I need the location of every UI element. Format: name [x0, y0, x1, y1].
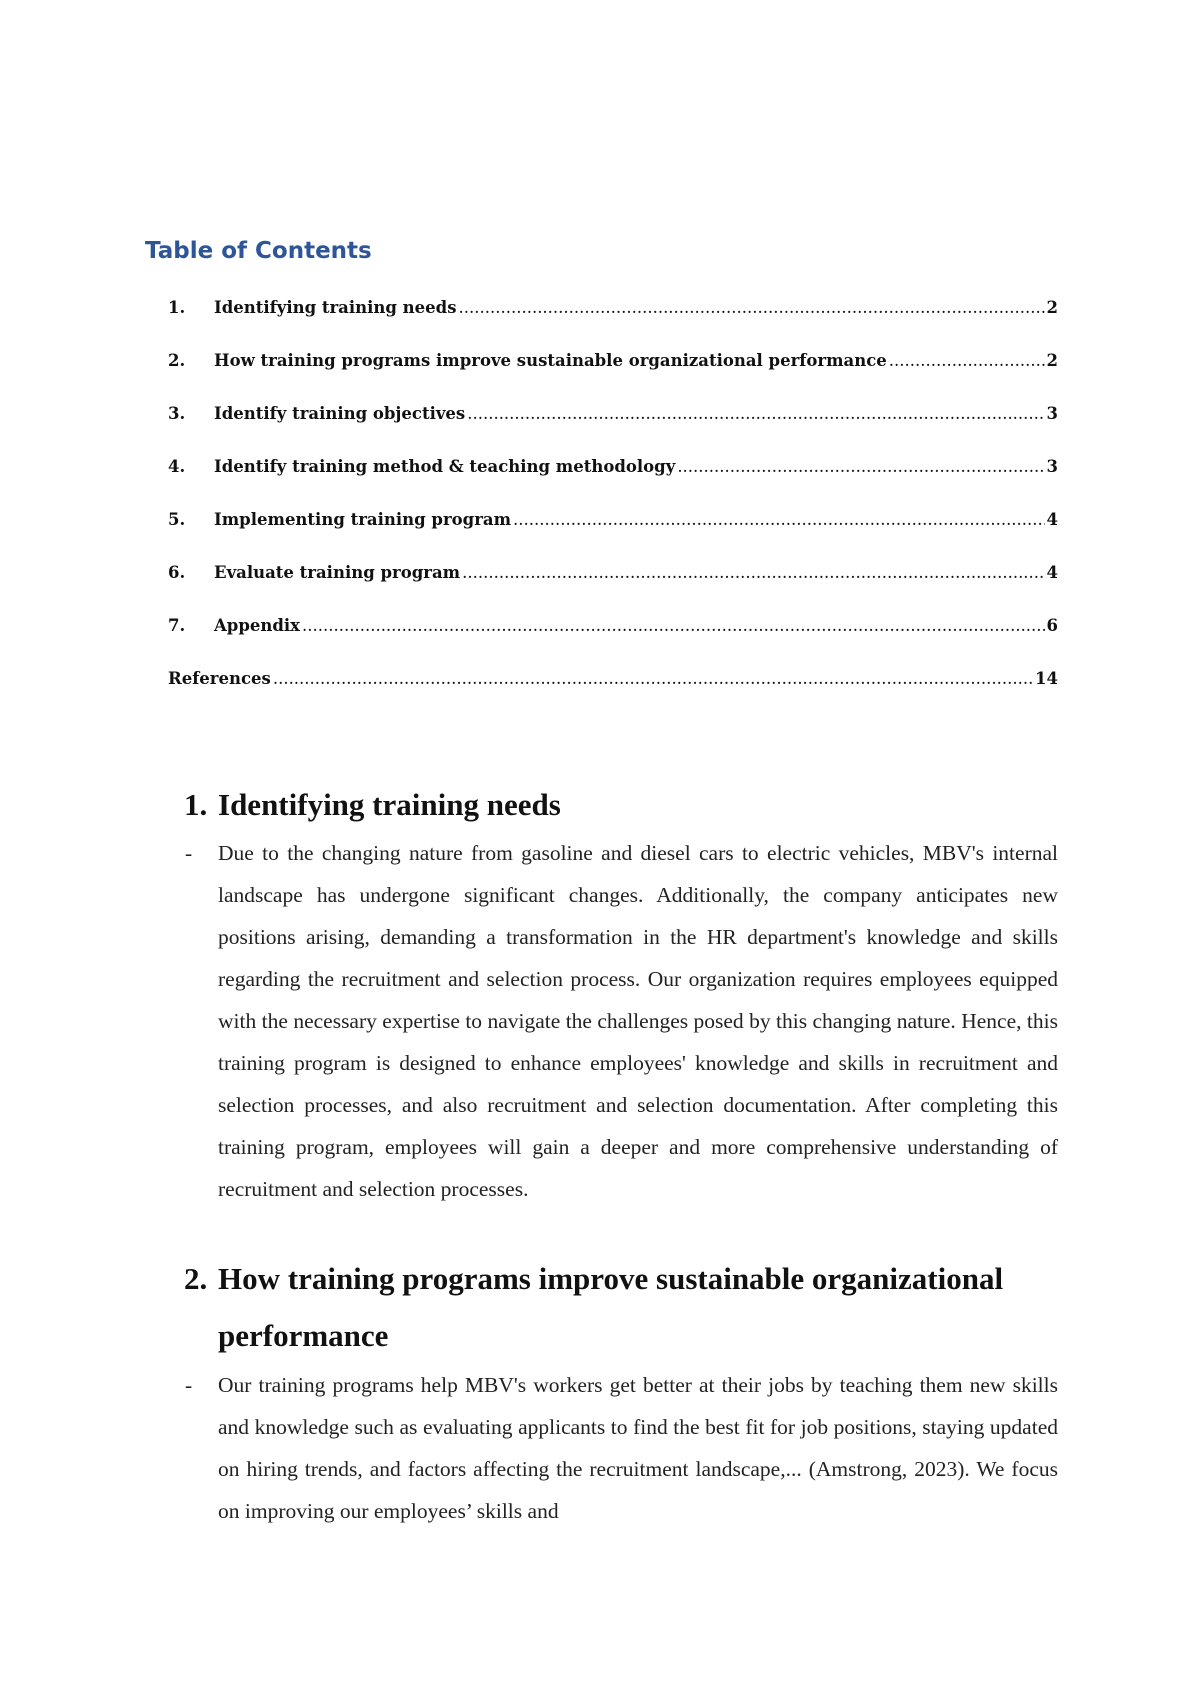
toc-entry-page: 3: [1046, 404, 1058, 423]
toc-entry[interactable]: [168, 510, 1058, 563]
toc-entry-title: Evaluate training program: [214, 563, 461, 582]
bullet-dash: -: [185, 841, 193, 865]
section-paragraph: [185, 1364, 1058, 1532]
toc-entry[interactable]: [168, 457, 1058, 510]
section-title: Identifying training needs: [218, 787, 561, 822]
toc-entry-title: Implementing training program: [214, 510, 512, 529]
toc-entry-title: How training programs improve sustainable organizational performance: [214, 351, 887, 370]
toc-entry-title: Appendix: [214, 616, 301, 635]
toc-entry-number: 2.: [168, 351, 186, 370]
bullet-dash: -: [185, 1373, 193, 1397]
toc-entry-references[interactable]: [168, 669, 1058, 722]
toc-title: Table of Contents: [145, 238, 372, 264]
toc-entry-page: 14: [1035, 669, 1058, 688]
toc-entry-page: 4: [1046, 510, 1058, 529]
toc-entry-page: 4: [1046, 563, 1058, 582]
section-number: 2.: [184, 1261, 208, 1296]
toc-entry[interactable]: [168, 351, 1058, 404]
toc-entry-page: 3: [1046, 457, 1058, 476]
toc-dot-leader: [302, 616, 1045, 635]
toc-entry-page: 2: [1046, 351, 1058, 370]
section-paragraph: [185, 832, 1058, 1210]
toc-entry-number: 3.: [168, 404, 186, 423]
toc-entry-title: Identifying training needs: [214, 298, 457, 317]
toc-dot-leader: [889, 351, 1045, 370]
table-of-contents: [168, 298, 1058, 722]
toc-entry-number: 5.: [168, 510, 186, 529]
toc-entry-number: 4.: [168, 457, 186, 476]
toc-entry-title: Identify training method & teaching methodology: [214, 457, 676, 476]
section-title: How training programs improve sustainable organizational performance: [218, 1261, 1004, 1353]
toc-entry-page: 6: [1046, 616, 1058, 635]
toc-entry-number: 6.: [168, 563, 186, 582]
toc-entry-number: 1.: [168, 298, 186, 317]
toc-entry-title: Identify training objectives: [214, 404, 466, 423]
toc-dot-leader: [459, 298, 1045, 317]
toc-dot-leader: [467, 404, 1044, 423]
toc-entry[interactable]: [168, 404, 1058, 457]
toc-entry[interactable]: [168, 298, 1058, 351]
paragraph-text: Our training programs help MBV's workers get better at their jobs by teaching them new skills and knowledge such as evaluating applicants to find the best fit for job positions, staying updated on hiring trends, and factors affecting the recruitment landscape,... (Amstrong, 2023). We focus on improving our employees’ skills and: [218, 1373, 1058, 1523]
toc-dot-leader: [513, 510, 1044, 529]
section-number: 1.: [184, 787, 208, 822]
section-heading: [184, 1250, 1058, 1364]
toc-dot-leader: [273, 669, 1033, 688]
toc-entry-number: 7.: [168, 616, 186, 635]
toc-entry-title: References: [168, 669, 271, 688]
toc-dot-leader: [677, 457, 1044, 476]
section-heading: [184, 776, 1058, 833]
toc-entry[interactable]: [168, 563, 1058, 616]
toc-entry-page: 2: [1046, 298, 1058, 317]
paragraph-text: Due to the changing nature from gasoline and diesel cars to electric vehicles, MBV's internal landscape has undergone significant changes. Additionally, the company anticipates new positions arising, demanding a transformation in the HR department's knowledge and skills regarding the recruitment and selection process. Our organization requires employees equipped with the necessary expertise to navigate the challenges posed by this changing nature. Hence, this training program is designed to enhance employees' knowledge and skills in recruitment and selection processes, and also recruitment and selection documentation. After completing this training program, employees will gain a deeper and more comprehensive understanding of recruitment and selection processes.: [218, 841, 1058, 1201]
toc-entry[interactable]: [168, 616, 1058, 669]
toc-dot-leader: [462, 563, 1044, 582]
